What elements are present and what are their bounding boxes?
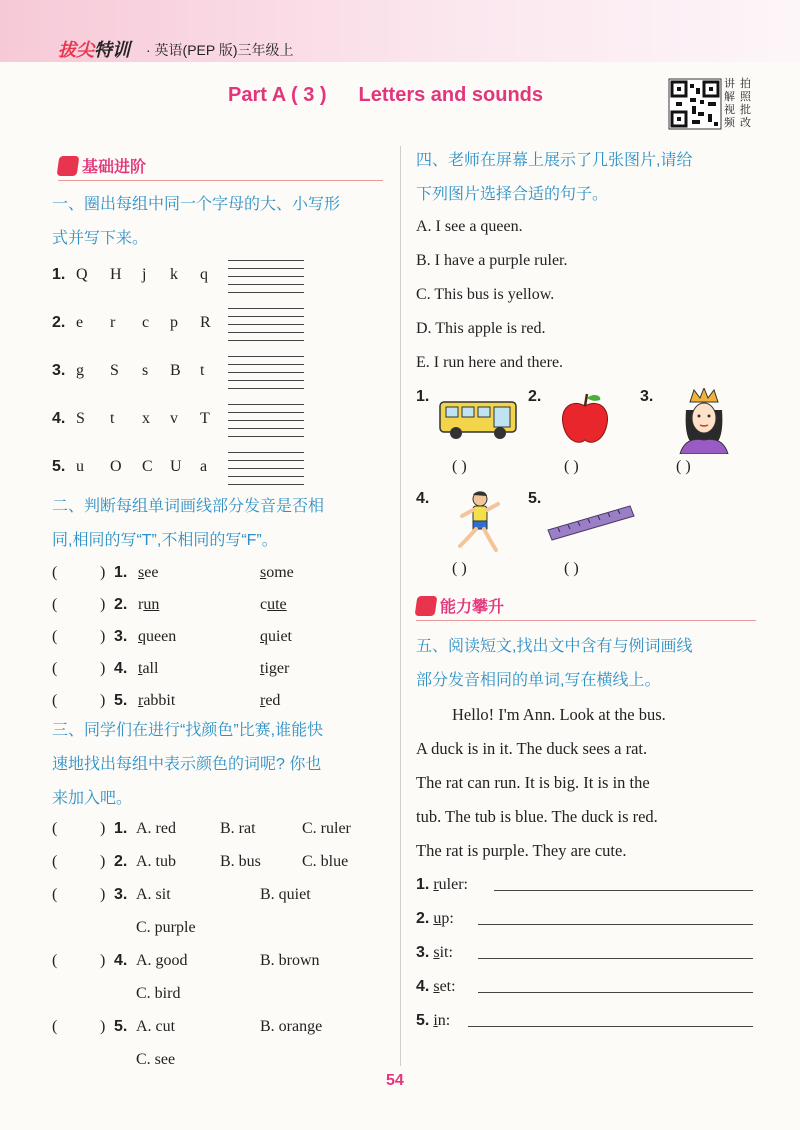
picture-number: 3. [640, 388, 654, 405]
question-1-rows [52, 262, 392, 502]
question-2-title: 二、判断每组单词画线部分发音是否相 同,相同的写“T”,不相同的写“F”。 [52, 498, 325, 549]
answer-paren[interactable]: ( [52, 628, 58, 645]
answer-lines[interactable] [228, 308, 304, 348]
answer-row: 2. up: [416, 906, 761, 940]
answer-lines[interactable] [228, 260, 304, 300]
answer-row: 4. set: [416, 974, 761, 1008]
question-4-options [416, 214, 761, 384]
running-boy-picture [454, 490, 504, 559]
answer-paren[interactable]: ( [52, 886, 58, 903]
sentence-option: A. I see a queen. [416, 218, 523, 235]
answer-line[interactable] [468, 1026, 753, 1027]
section-badge-icon [415, 596, 438, 616]
answer-line[interactable] [478, 924, 753, 925]
picture-number: 2. [528, 388, 542, 405]
letter-row: 4. S t x v T [52, 406, 392, 454]
judge-row: ( ) 3. queen quiet [52, 624, 392, 656]
yellow-bus-picture [438, 396, 520, 447]
answer-lines[interactable] [228, 452, 304, 492]
sentence-option: B. I have a purple ruler. [416, 252, 568, 269]
answer-paren[interactable]: ( ) [452, 458, 467, 475]
sentence-option: D. This apple is red. [416, 320, 546, 337]
choice-row: ( ) 2. A. tub B. bus C. blue [52, 849, 392, 882]
answer-line[interactable] [478, 958, 753, 959]
answer-lines[interactable] [228, 404, 304, 444]
answer-paren[interactable]: ( ) [564, 458, 579, 475]
red-apple-picture [560, 392, 610, 451]
answer-paren[interactable]: ( [52, 564, 58, 581]
queen-picture [676, 388, 732, 459]
answer-paren[interactable]: ( [52, 660, 58, 677]
picture-number: 4. [416, 490, 430, 507]
letter-row: 2. e r c p R [52, 310, 392, 358]
judge-row: ( ) 1. see some [52, 560, 392, 592]
question-5-answers [416, 872, 761, 1042]
section-underline [416, 620, 756, 621]
answer-paren[interactable]: ( [52, 853, 58, 870]
answer-paren[interactable]: ( [52, 692, 58, 709]
purple-ruler-picture [546, 504, 636, 547]
qr-code-icon[interactable] [668, 78, 722, 130]
answer-paren[interactable]: ( [52, 820, 58, 837]
picture-number: 1. [416, 388, 430, 405]
answer-paren[interactable]: ( ) [452, 560, 467, 577]
choice-row: ( ) 5. A. cut B. orange C. see [52, 1014, 392, 1080]
section-basic-heading: 基础进阶 [58, 154, 146, 177]
letter-row: 1. Q H j k q [52, 262, 392, 310]
judge-row: ( ) 2. run cute [52, 592, 392, 624]
question-5-title: 五、阅读短文,找出文中含有与例词画线 部分发音相同的单词,写在横线上。 [416, 638, 693, 689]
sentence-option: C. This bus is yellow. [416, 286, 555, 303]
answer-paren[interactable]: ( ) [676, 458, 691, 475]
question-3-rows [52, 816, 392, 1080]
answer-row: 3. sit: [416, 940, 761, 974]
answer-lines[interactable] [228, 356, 304, 396]
choice-row: ( ) 3. A. sit B. quiet C. purple [52, 882, 392, 948]
choice-row: ( ) 4. A. good B. brown C. bird [52, 948, 392, 1014]
question-2-rows [52, 560, 392, 720]
answer-paren[interactable]: ( [52, 596, 58, 613]
letter-row: 3. g S s B t [52, 358, 392, 406]
section-advance-heading: 能力攀升 [416, 594, 504, 617]
page-number: 54 [386, 1072, 404, 1089]
choice-row: ( ) 1. A. red B. rat C. ruler [52, 816, 392, 849]
question-4-title: 四、老师在屏幕上展示了几张图片,请给 下列图片选择合适的句子。 [416, 152, 693, 203]
answer-paren[interactable]: ( [52, 952, 58, 969]
answer-line[interactable] [478, 992, 753, 993]
answer-line[interactable] [494, 890, 753, 891]
reading-passage: Hello! I'm Ann. Look at the bus. A duck is in it. The duck sees a rat. The rat can run. It is big. It is in the tub. The tub is blue. The duck is red. The rat is purple. They are cute. [416, 705, 666, 860]
column-divider [400, 146, 401, 1066]
question-1-title: 一、圈出每组中同一个字母的大、小写形 式并写下来。 [52, 196, 341, 247]
section-underline [58, 180, 383, 181]
page-title: Part A ( 3 ) Letters and sounds [228, 84, 544, 106]
letter-row: 5. u O C U a [52, 454, 392, 502]
answer-paren[interactable]: ( [52, 1018, 58, 1035]
section-badge-icon [57, 156, 80, 176]
picture-number: 5. [528, 490, 542, 507]
question-3-title: 三、同学们在进行“找颜色”比赛,谁能快 速地找出每组中表示颜色的词呢? 你也 来加入吧。 [52, 722, 324, 807]
brand-logo: 拔尖特训 [58, 40, 130, 60]
qr-caption: 讲 拍 解 照 视 批 频 改 [724, 78, 751, 129]
judge-row: ( ) 4. tall tiger [52, 656, 392, 688]
answer-paren[interactable]: ( ) [564, 560, 579, 577]
book-subtitle: · 英语(PEP 版)三年级上 [146, 42, 294, 58]
answer-row: 1. ruler: [416, 872, 761, 906]
judge-row: ( ) 5. rabbit red [52, 688, 392, 720]
sentence-option: E. I run here and there. [416, 354, 564, 371]
answer-row: 5. in: [416, 1008, 761, 1042]
